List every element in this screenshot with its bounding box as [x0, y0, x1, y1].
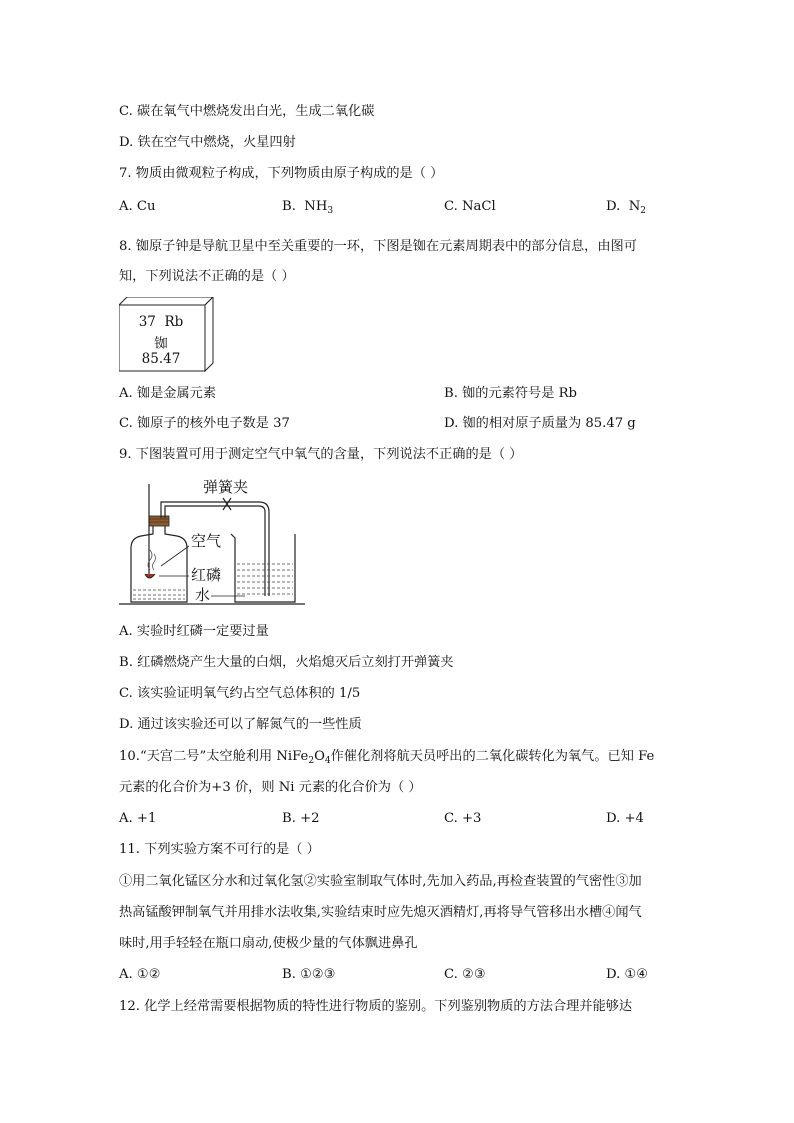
- element-name: 铷: [154, 336, 168, 352]
- q9-option-b: B. 红磷燃烧产生大量的白烟，火焰熄灭后立刻打开弹簧夹: [119, 655, 454, 670]
- q7-option-d: [606, 198, 646, 220]
- label-water: 水: [195, 586, 211, 604]
- q11-body-line3: 味时,用手轻轻在瓶口扇动,使极少量的气体飘进鼻孔: [119, 936, 418, 951]
- element-atomic-number: 37: [138, 314, 156, 330]
- q11-option-d: D. ①④: [606, 967, 649, 982]
- q9-option-a: A. 实验时红磷一定要过量: [119, 624, 269, 639]
- q9-stem: 9. 下图装置可用于测定空气中氧气的含量，下列说法不正确的是（ ）: [119, 447, 523, 462]
- q6-option-c: C. 碳在氧气中燃烧发出白光，生成二氧化碳: [119, 104, 375, 119]
- element-atomic-mass: 85.47: [141, 351, 181, 367]
- oxygen-measurement-apparatus: [119, 478, 319, 608]
- q10-option-c: C. +3: [444, 811, 482, 826]
- q8-stem-line2: 知，下列说法不正确的是（ ）: [119, 269, 295, 284]
- q8-option-a: A. 铷是金属元素: [119, 386, 217, 401]
- q12-stem: 12. 化学上经常需要根据物质的特性进行物质的鉴别。下列鉴别物质的方法合理并能够达: [119, 999, 633, 1014]
- label-red-phosphorus: 红磷: [191, 566, 222, 584]
- q11-body-line2: 热高锰酸钾制氧气并用排水法收集,实验结束时应先熄灭酒精灯,再将导气管移出水槽④闻气: [119, 905, 642, 920]
- element-number-symbol: [131, 314, 191, 330]
- q6-option-d: D. 铁在空气中燃烧，火星四射: [119, 135, 296, 150]
- q11-option-b: B. ①②③: [282, 967, 336, 982]
- q7-option-d-prefix: D.: [606, 199, 621, 214]
- q11-body-line1: ①用二氧化锰区分水和过氧化氢②实验室制取气体时,先加入药品,再检查装置的气密性③加: [119, 874, 642, 889]
- q10-option-a: A. +1: [119, 811, 157, 826]
- q10-stem-line1: 10.“天宫二号”太空舱利用 $NiFe_2O_4$作催化剂将航天员呼出的二氧化碳转化为氧气。已知 Fe: [119, 749, 655, 766]
- q9-option-d: D. 通过该实验还可以了解氮气的一些性质: [119, 717, 362, 732]
- q8-option-b: B. 铷的元素符号是 Rb: [444, 386, 577, 401]
- q10-stem-line2: 元素的化合价为+3 价，则 Ni 元素的化合价为（ ）: [119, 780, 422, 795]
- q7-option-b: [282, 198, 333, 220]
- q11-stem: 11. 下列实验方案不可行的是（ ）: [119, 842, 320, 857]
- q11-option-a: A. ①②: [119, 967, 161, 982]
- q8-option-d: D. 铷的相对原子质量为 85.47 g: [444, 416, 636, 431]
- q10-option-b: B. +2: [282, 811, 320, 826]
- q7-option-a: A. Cu: [119, 199, 156, 214]
- q7-option-c: C. NaCl: [444, 199, 496, 214]
- element-symbol: Rb: [164, 314, 184, 330]
- q7-option-b-formula: $NH_3$: [304, 199, 334, 216]
- q7-option-b-prefix: B.: [282, 199, 296, 214]
- q7-stem: 7. 物质由微观粒子构成，下列物质由原子构成的是（ ）: [119, 166, 444, 181]
- q11-option-c: C. ②③: [444, 967, 486, 982]
- label-clamp: 弹簧夹: [203, 478, 249, 496]
- q8-option-c: C. 铷原子的核外电子数是 37: [119, 416, 290, 431]
- q10-option-d: D. +4: [606, 811, 644, 826]
- element-card: [119, 297, 215, 373]
- label-air: 空气: [191, 532, 222, 550]
- q9-option-c: C. 该实验证明氧气约占空气总体积的 1/5: [119, 686, 361, 701]
- q7-option-d-formula: $N_2$: [628, 199, 646, 216]
- q8-stem-line1: 8. 铷原子钟是导航卫星中至关重要的一环，下图是铷在元素周期表中的部分信息，由图可: [119, 239, 637, 254]
